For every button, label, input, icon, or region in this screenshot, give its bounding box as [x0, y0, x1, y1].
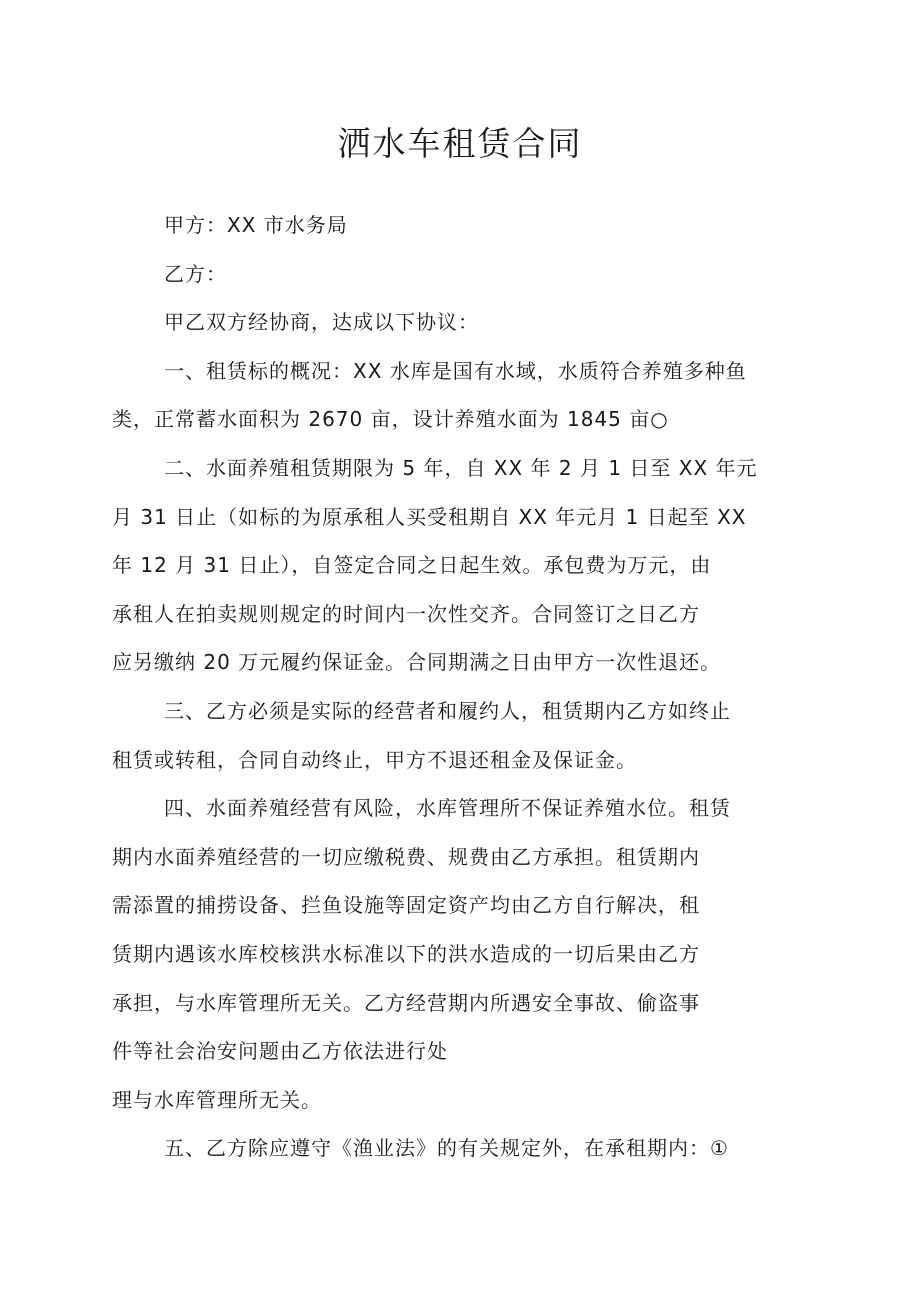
text-line: 乙方： [164, 261, 227, 286]
text-line: 承租人在拍卖规则规定的时间内一次性交齐。合同签订之日乙方 [112, 601, 700, 626]
clause-3 [112, 687, 798, 784]
text-line: 类，正常蓄水面积为 2670 亩，设计养殖水面为 1845 亩○ [112, 407, 669, 432]
text-line: 一、租赁标的概况：XX 水库是国有水域，水质符合养殖多种鱼 [164, 358, 747, 383]
text-line: 四、水面养殖经营有风险，水库管理所不保证养殖水位。租赁 [164, 796, 731, 821]
text-line: 理与水库管理所无关。 [112, 1087, 322, 1112]
document-title: 洒水车租赁合同 [337, 124, 583, 163]
text-line: 承担，与水库管理所无关。乙方经营期内所遇安全事故、偷盗事 [112, 990, 700, 1015]
text-line: 租赁或转租，合同自动终止，甲方不退还租金及保证金。 [112, 747, 637, 772]
text-line: 五、乙方除应遵守《渔业法》的有关规定外，在承租期内：① [164, 1136, 729, 1161]
party-b-line [138, 250, 798, 299]
text-line: 二、水面养殖租赁期限为 5 年，自 XX 年 2 月 1 日至 XX 年元 [164, 455, 758, 480]
text-line: 需添置的捕捞设备、拦鱼设施等固定资产均由乙方自行解决，租 [112, 893, 700, 918]
clause-2 [112, 444, 798, 687]
text-line: 年 12 月 31 日止），自签定合同之日起生效。承包费为万元，由 [112, 553, 712, 578]
text-line: 期内水面养殖经营的一切应缴税费、规费由乙方承担。租赁期内 [112, 844, 700, 869]
text-line: 月 31 日止（如标的为原承租人买受租期自 XX 年元月 1 日起至 XX [112, 504, 747, 529]
text-line: 甲方：XX 市水务局 [164, 213, 348, 237]
clause-5 [138, 1124, 798, 1173]
text-line: 应另缴纳 20 万元履约保证金。合同期满之日由甲方一次性退还。 [112, 650, 722, 675]
clause-4 [112, 784, 798, 1124]
text-line: 甲乙双方经协商，达成以下协议： [164, 310, 479, 335]
intro-paragraph [138, 298, 798, 347]
clause-1 [112, 347, 798, 444]
text-line: 件等社会治安问题由乙方依法进行处 [112, 1039, 448, 1064]
text-line: 三、乙方必须是实际的经营者和履约人，租赁期内乙方如终止 [164, 698, 731, 723]
party-a-line [138, 201, 798, 250]
text-line: 赁期内遇该水库校核洪水标准以下的洪水造成的一切后果由乙方 [112, 941, 700, 966]
document-body [112, 201, 798, 1173]
